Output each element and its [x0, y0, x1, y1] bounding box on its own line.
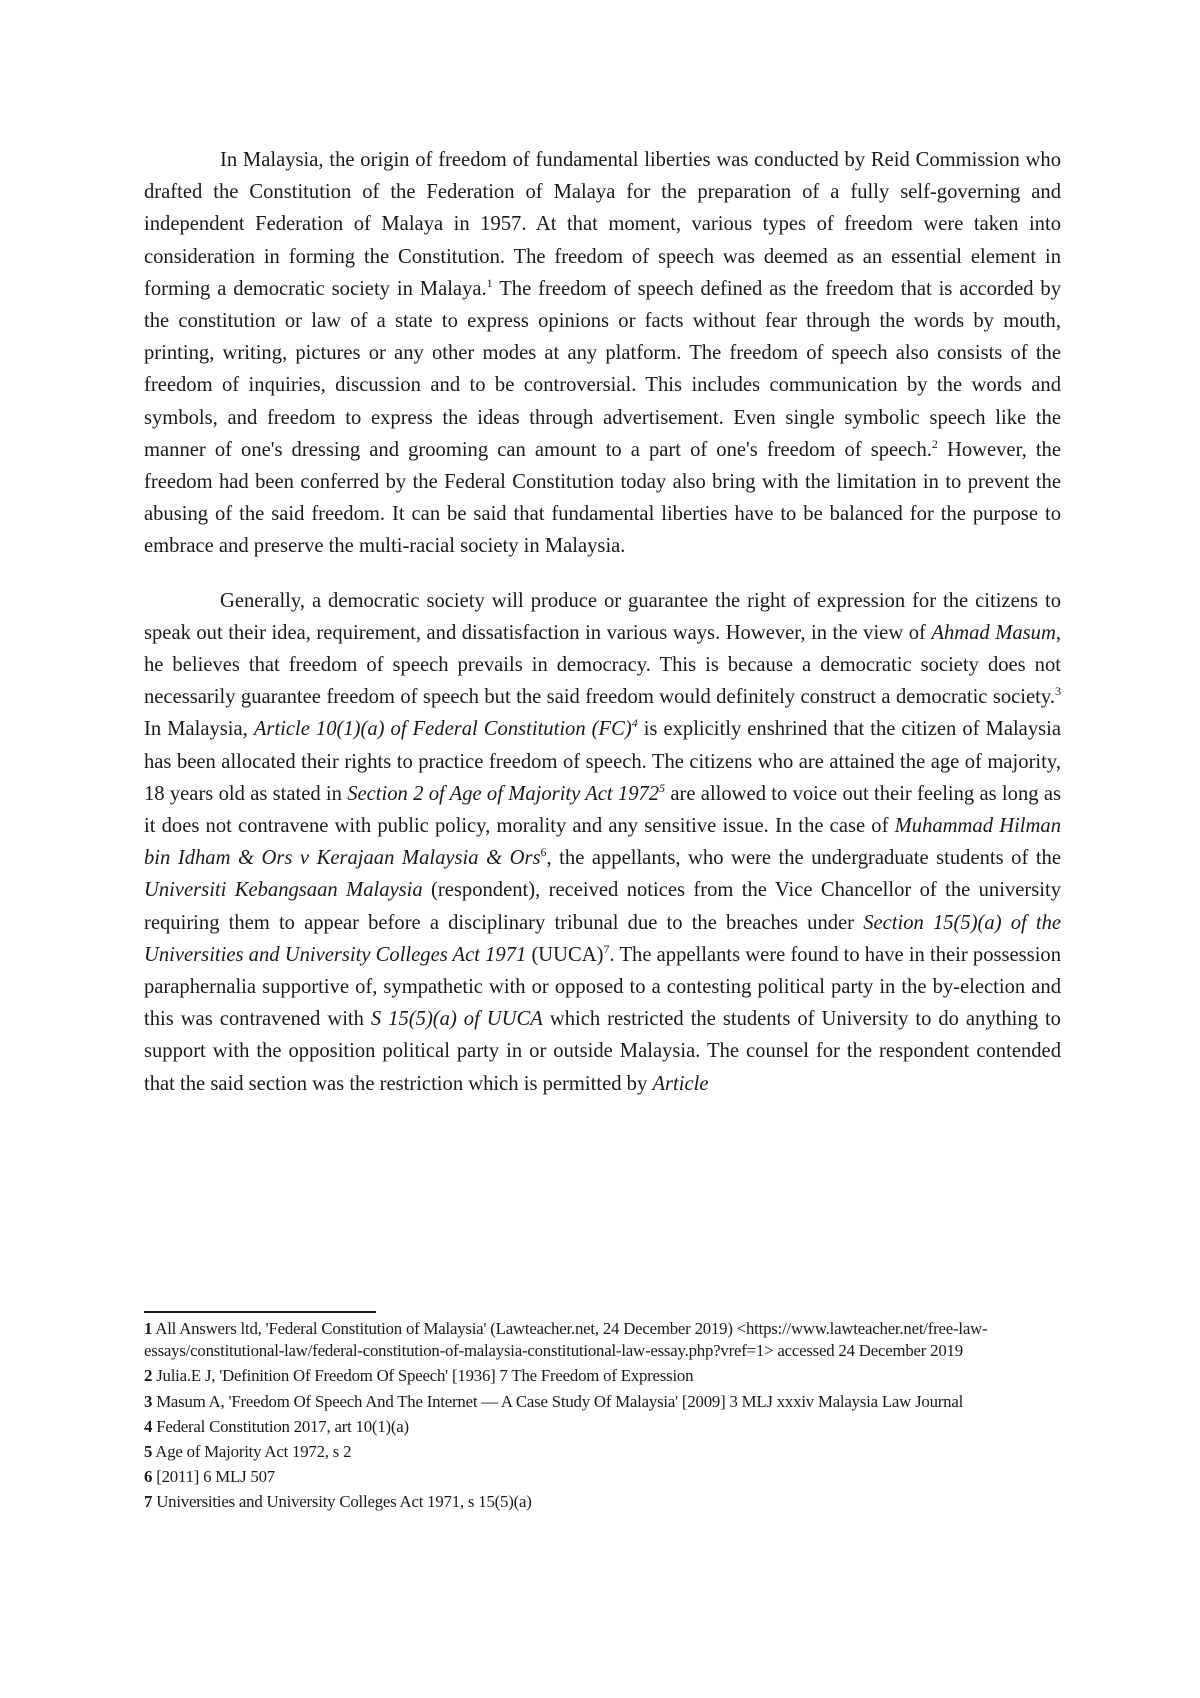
paragraph — [144, 144, 1061, 563]
footnote-ref: 3 — [1055, 684, 1061, 699]
footnote-ref: 4 — [631, 716, 638, 731]
footnote-number: 6 — [144, 1467, 153, 1487]
footnote — [144, 1466, 1064, 1488]
footnote — [144, 1365, 1064, 1387]
footnote — [144, 1318, 1064, 1362]
text-run: In Malaysia, — [144, 718, 254, 741]
italic-citation: S 15(5)(a) of UUCA — [370, 1008, 543, 1031]
body-text — [144, 144, 1061, 1100]
italic-citation: Ahmad Masum — [931, 621, 1056, 644]
footnote-text: All Answers ltd, 'Federal Constitution of Malaysia' (Lawteacher.net, 24 December 2019) <https://www.lawteacher.net/free-law-essays/constitutional-law/federal-constitution-of-malaysia-constitutional-law-essay.php?vref=1> accessed 24 December 2019 — [144, 1319, 988, 1361]
footnote-number: 3 — [144, 1391, 153, 1411]
italic-citation: Section 2 of Age of Majority Act 1972 — [347, 782, 660, 805]
footnote-number: 7 — [144, 1492, 153, 1512]
text-run: (UUCA) — [526, 943, 604, 966]
footnote — [144, 1416, 1064, 1438]
italic-citation: Article 10(1)(a) of Federal Constitution (FC) — [253, 718, 632, 741]
italic-citation: Section 15(5)(a) of the Universities and University Colleges Act 1971 — [144, 911, 1062, 966]
footnote-text: Universities and University Colleges Act 1971, s 15(5)(a) — [156, 1492, 532, 1512]
footnote-number: 2 — [144, 1366, 153, 1386]
italic-citation: Universiti Kebangsaan Malaysia — [144, 879, 423, 902]
text-run: However, the freedom had been conferred by the Federal Constitution today also bring with the limitation in to prevent the abusing of the said freedom. It can be said that fundamental liberties have to be balanced for the purpose to embrace and preserve the multi-racial society in Malaysia. — [144, 438, 1061, 558]
footnote-number: 1 — [144, 1319, 153, 1338]
text-run: which restricted the students of University to do anything to support with the opposition political party in or outside Malaysia. The counsel for the respondent contended that the said section was the restriction which is permitted by — [144, 1008, 1061, 1095]
footnotes — [144, 1318, 1064, 1517]
footnote-ref: 2 — [931, 436, 938, 451]
text-run: . The appellants were found to have in their possession paraphernalia supportive of, sympathetic with or opposed to a contesting political party in the by-election and this was contravened with — [144, 943, 1062, 1031]
footnote-number: 5 — [144, 1442, 153, 1462]
footnote-text: Age of Majority Act 1972, s 2 — [155, 1442, 352, 1462]
text-run: Generally, a democratic society will produce or guarantee the right of expression for the citizens to speak out their idea, requirement, and dissatisfaction in various ways. However, in the view of — [144, 589, 1061, 644]
footnote-ref: 1 — [486, 275, 493, 290]
footnote-ref: 5 — [659, 780, 666, 795]
footnote-text: Julia.E J, 'Definition Of Freedom Of Speech' [1936] 7 The Freedom of Expression — [156, 1366, 694, 1386]
footnote-ref: 7 — [603, 941, 610, 956]
footnote-text: [2011] 6 MLJ 507 — [156, 1467, 275, 1487]
text-run: The freedom of speech defined as the freedom that is accorded by the constitution or law of a state to express opinions or facts without fear through the words by mouth, printing, writing, pictures or any other modes at any platform. The freedom of speech also consists of the freedom of inquiries, discussion and to be controversial. This includes communication by the words and symbols, and freedom to express the ideas through advertisement. Even single symbolic speech like the manner of one's dressing and grooming can amount to a part of one's freedom of speech. — [144, 277, 1061, 461]
text-run: In Malaysia, the origin of freedom of fundamental liberties was conducted by Reid Commission who drafted the Constitution of the Federation of Malaya for the preparation of a fully self-governing and independent Federation of Malaya in 1957. At that moment, various types of freedom were taken into consideration in forming the Constitution. The freedom of speech was deemed as an essential element in forming a democratic society in Malaya. — [144, 149, 1061, 300]
text-run: , he believes that freedom of speech prevails in democracy. This is because a democratic society does not necessarily guarantee freedom of speech but the said freedom would definitely construct a democratic society. — [144, 621, 1061, 709]
text-run: are allowed to voice out their feeling as long as it does not contravene with public policy, morality and any sensitive issue. In the case of — [144, 782, 1061, 838]
footnote-text: Federal Constitution 2017, art 10(1)(a) — [156, 1416, 409, 1436]
text-run: (respondent), received notices from the Vice Chancellor of the university requiring them to appear before a disciplinary tribunal due to the breaches under — [144, 879, 1061, 934]
text-run: is explicitly enshrined that the citizen of Malaysia has been allocated their rights to practice freedom of speech. The citizens who are attained the age of majority, 18 years old as stated in — [144, 718, 1061, 805]
footnote-ref: 6 — [540, 845, 547, 860]
italic-citation: Article — [652, 1072, 709, 1095]
text-run: , the appellants, who were the undergraduate students of the — [546, 847, 1061, 870]
footnote — [144, 1391, 1064, 1413]
italic-citation: Muhammad Hilman bin Idham & Ors v Kerajaan Malaysia & Ors — [144, 815, 1061, 870]
footnote-number: 4 — [144, 1416, 153, 1436]
footnote — [144, 1441, 1064, 1463]
footnote-separator — [144, 1311, 376, 1313]
footnote-text: Masum A, 'Freedom Of Speech And The Internet — A Case Study Of Malaysia' [2009] 3 MLJ xxxiv Malaysia Law Journal — [156, 1391, 964, 1411]
paragraph — [144, 585, 1061, 1100]
footnote — [144, 1491, 1064, 1513]
